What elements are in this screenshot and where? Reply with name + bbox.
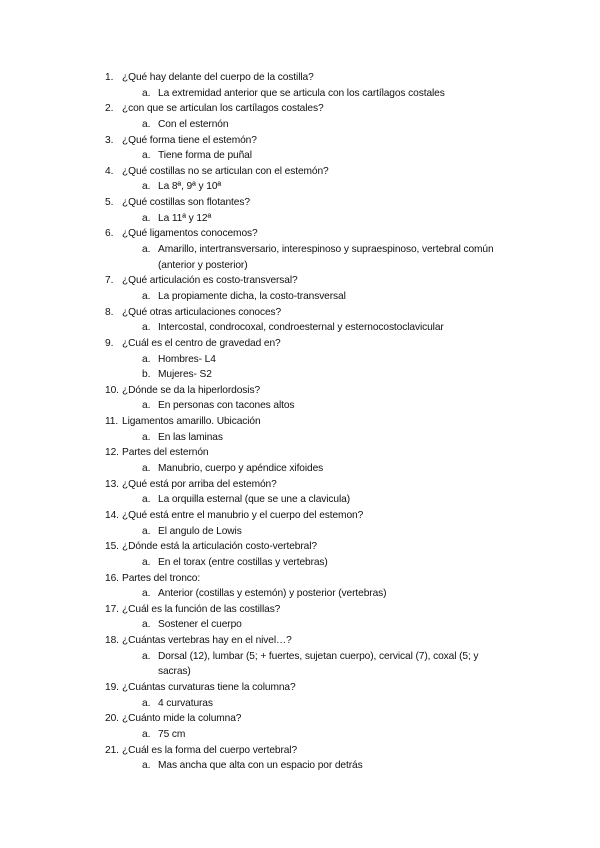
answer-item: [0, 211, 600, 227]
document-page: [0, 70, 600, 774]
answer-text: La propiamente dicha, la costo-transversal: [158, 290, 346, 302]
answer-item: [0, 320, 600, 336]
question-number: 21.: [105, 744, 119, 756]
question-text: ¿Cuál es la función de las costillas?: [122, 603, 281, 615]
question-item: [0, 743, 600, 759]
question-text: Partes del esternón: [122, 447, 209, 459]
answer-letter: a.: [142, 728, 151, 740]
question-number: 11.: [105, 416, 119, 428]
question-item: [0, 477, 600, 493]
question-item: [0, 508, 600, 524]
question-number: 15.: [105, 541, 119, 553]
question-item: [0, 195, 600, 211]
question-number: 4.: [105, 165, 114, 177]
question-number: 3.: [105, 134, 114, 146]
question-item: [0, 414, 600, 430]
answer-item: [0, 696, 600, 712]
question-item: [0, 133, 600, 149]
answer-text: Anterior (costillas y estemón) y posterior (vertebras): [158, 588, 387, 600]
answer-letter: a.: [142, 431, 151, 443]
answer-text: La orquilla esternal (que se une a clavicula): [158, 494, 351, 506]
answer-letter: a.: [142, 556, 151, 568]
question-text: ¿Cuántas curvaturas tiene la columna?: [122, 681, 296, 693]
question-number: 12.: [105, 447, 119, 459]
answer-text: Sostener el cuerpo: [158, 619, 242, 631]
answer-text: 4 curvaturas: [158, 697, 213, 709]
answer-item: [0, 179, 600, 195]
answer-text: En las laminas: [158, 431, 223, 443]
answer-letter: a.: [142, 87, 151, 99]
question-number: 17.: [105, 603, 119, 615]
answer-text: Tiene forma de puñal: [158, 150, 252, 162]
answer-text: Dorsal (12), lumbar (5; + fuertes, sujetan cuerpo), cervical (7), coxal (5; y: [158, 650, 479, 662]
answer-item: [0, 242, 600, 258]
question-number: 6.: [105, 228, 114, 240]
answer-item: [0, 117, 600, 133]
answer-item: [0, 586, 600, 602]
answer-text: Con el esternón: [158, 118, 229, 130]
question-text: ¿Cuánto mide la columna?: [122, 713, 242, 725]
answer-item: [0, 649, 600, 665]
answer-text: La extremidad anterior que se articula con los cartílagos costales: [158, 87, 445, 99]
question-item: [0, 70, 600, 86]
question-number: 18.: [105, 635, 119, 647]
question-number: 19.: [105, 681, 119, 693]
answer-item: [0, 398, 600, 414]
answer-item: [0, 352, 600, 368]
answer-letter: a.: [142, 244, 151, 256]
answer-letter: a.: [142, 353, 151, 365]
answer-text: La 11ª y 12ª: [158, 212, 212, 224]
answer-letter: b.: [142, 369, 151, 381]
question-item: [0, 633, 600, 649]
question-item: [0, 305, 600, 321]
answer-item: [0, 492, 600, 508]
answer-letter: a.: [142, 400, 151, 412]
question-text: ¿Cuál es la forma del cuerpo vertebral?: [122, 744, 298, 756]
question-item: [0, 226, 600, 242]
question-number: 2.: [105, 103, 114, 115]
question-number: 13.: [105, 478, 119, 490]
answer-text: Intercostal, condrocoxal, condroesternal y esternocostoclavicular: [158, 322, 444, 334]
question-number: 16.: [105, 572, 119, 584]
question-item: [0, 383, 600, 399]
answer-text: En personas con tacones altos: [158, 400, 295, 412]
question-number: 14.: [105, 509, 119, 521]
question-text: ¿Qué costillas son flotantes?: [122, 197, 250, 209]
question-text: ¿Cuántas vertebras hay en el nivel…?: [122, 635, 292, 647]
answer-letter: a.: [142, 525, 151, 537]
answer-letter: a.: [142, 588, 151, 600]
question-text: ¿Qué está por arriba del estemón?: [122, 478, 277, 490]
question-item: [0, 711, 600, 727]
question-text: ¿Qué otras articulaciones conoces?: [122, 306, 282, 318]
answer-text: La 8ª, 9ª y 10ª: [158, 181, 222, 193]
question-text: ¿Dónde está la articulación costo-vertebral?: [122, 541, 317, 553]
answer-text: (anterior y posterior): [158, 259, 248, 271]
answer-letter: a.: [142, 619, 151, 631]
question-text: ¿Dónde se da la hiperlordosis?: [122, 384, 261, 396]
answer-item: [0, 555, 600, 571]
answer-text: 75 cm: [158, 728, 186, 740]
answer-text: Hombres- L4: [158, 353, 216, 365]
answer-item: [0, 617, 600, 633]
answer-item: [0, 430, 600, 446]
question-text: Partes del tronco:: [122, 572, 201, 584]
answer-letter: a.: [142, 697, 151, 709]
answer-item: [0, 148, 600, 164]
question-text: ¿Qué articulación es costo-transversal?: [122, 275, 298, 287]
answer-letter: a.: [142, 494, 151, 506]
answer-letter: a.: [142, 650, 151, 662]
answer-item: [0, 461, 600, 477]
question-number: 10.: [105, 384, 119, 396]
question-item: [0, 101, 600, 117]
answer-item: [0, 86, 600, 102]
answer-item: [0, 367, 600, 383]
question-item: [0, 445, 600, 461]
answer-item: [0, 524, 600, 540]
question-text: Ligamentos amarillo. Ubicación: [122, 416, 261, 428]
question-item: [0, 273, 600, 289]
question-text: ¿Qué está entre el manubrio y el cuerpo del estemon?: [122, 509, 364, 521]
answer-item: [0, 727, 600, 743]
question-text: ¿Qué hay delante del cuerpo de la costilla?: [122, 72, 314, 83]
answer-item: [0, 258, 600, 274]
answer-letter: a.: [142, 290, 151, 302]
question-item: [0, 539, 600, 555]
answer-text: Manubrio, cuerpo y apéndice xifoides: [158, 463, 324, 475]
question-item: [0, 571, 600, 587]
answer-text: Mas ancha que alta con un espacio por detrás: [158, 760, 363, 772]
question-text: ¿con que se articulan los cartílagos costales?: [122, 103, 324, 115]
answer-item: [0, 758, 600, 774]
question-text: ¿Qué costillas no se articulan con el estemón?: [122, 165, 329, 177]
answer-text: En el torax (entre costillas y vertebras): [158, 556, 328, 568]
answer-item: [0, 289, 600, 305]
answer-text: El angulo de Lowis: [158, 525, 242, 537]
question-number: 20.: [105, 713, 119, 725]
answer-text: Amarillo, intertransversario, interespinoso y supraespinoso, vertebral común: [158, 244, 494, 256]
question-number: 5.: [105, 197, 114, 209]
question-number: 1.: [105, 72, 114, 83]
question-number: 7.: [105, 275, 114, 287]
question-item: [0, 680, 600, 696]
question-text: ¿Cuál es el centro de gravedad en?: [122, 337, 281, 349]
answer-text: Mujeres- S2: [158, 369, 212, 381]
answer-letter: a.: [142, 760, 151, 772]
answer-letter: a.: [142, 150, 151, 162]
question-number: 8.: [105, 306, 114, 318]
question-item: [0, 602, 600, 618]
question-number: 9.: [105, 337, 114, 349]
answer-letter: a.: [142, 322, 151, 334]
answer-item: [0, 664, 600, 680]
answer-letter: a.: [142, 212, 151, 224]
question-text: ¿Qué ligamentos conocemos?: [122, 228, 258, 240]
question-text: ¿Qué forma tiene el estemón?: [122, 134, 257, 146]
answer-letter: a.: [142, 181, 151, 193]
answer-letter: a.: [142, 118, 151, 130]
question-item: [0, 336, 600, 352]
answer-text: sacras): [158, 666, 191, 678]
question-item: [0, 164, 600, 180]
answer-letter: a.: [142, 463, 151, 475]
